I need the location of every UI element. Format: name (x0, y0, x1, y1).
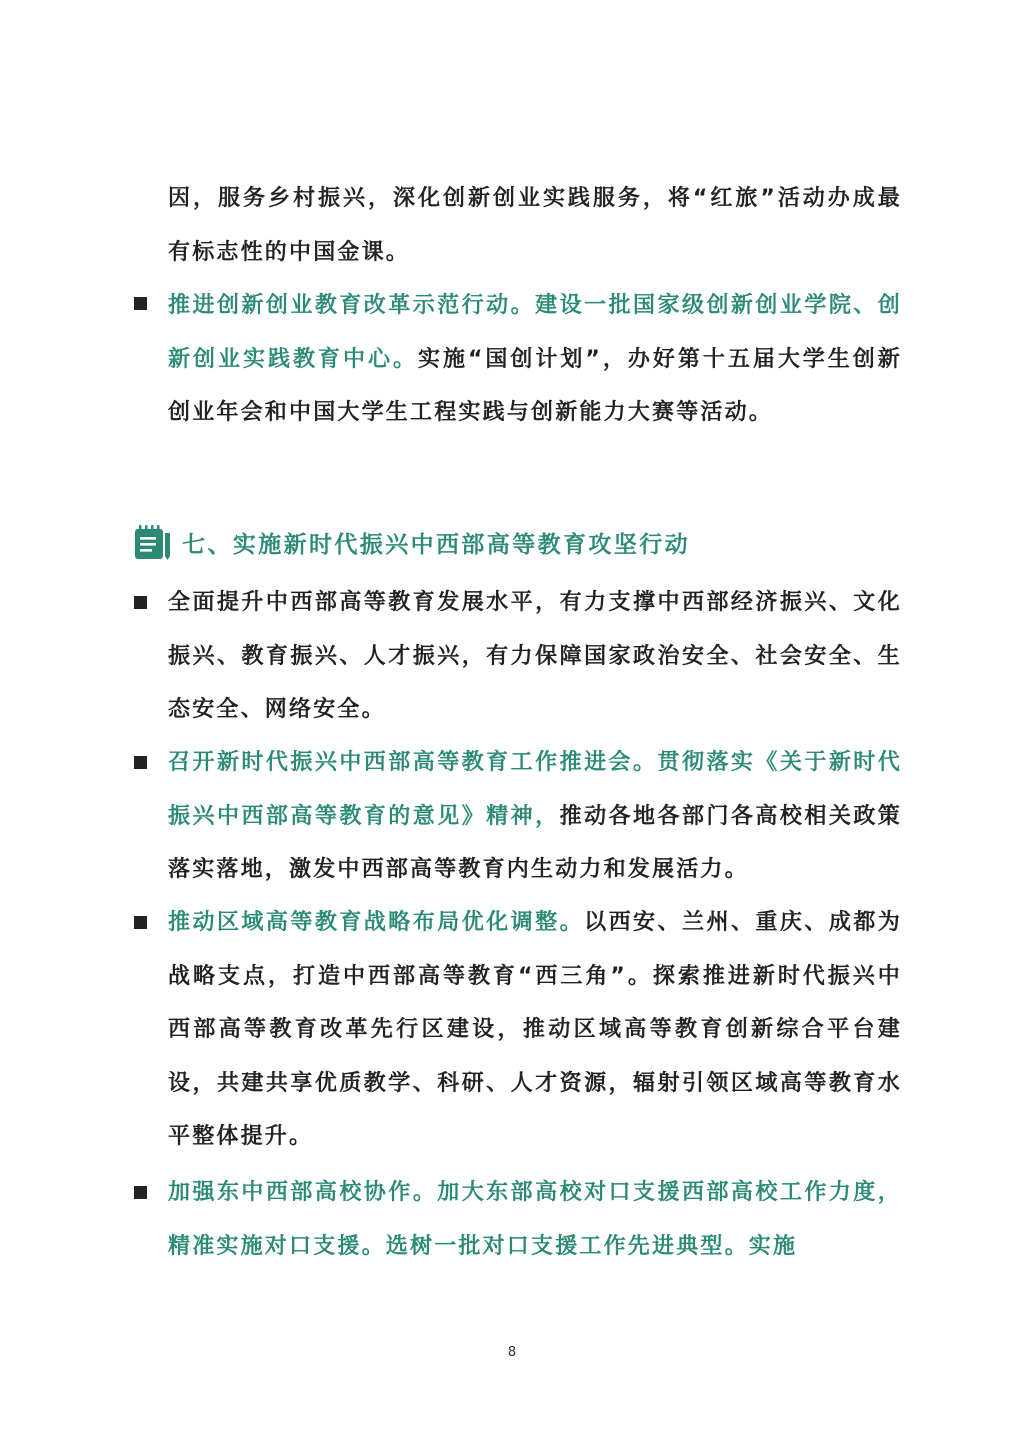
list-item (168, 896, 902, 1164)
section-title: 七、实施新时代振兴中西部高等教育攻坚行动 (182, 531, 690, 558)
list-item (168, 576, 902, 737)
bullet-body: 推动各地各部门各高校相关政策落实落地，激发中西部高等教育内生动力和发展活力。 (168, 803, 902, 882)
bullet-marker (134, 297, 147, 310)
bullet-marker (134, 756, 147, 769)
bullet-lead: 推动区域高等教育战略布局优化调整。 (168, 910, 585, 935)
bullet-body: 以西安、兰州、重庆、成都为战略支点，打造中西部高等教育“西三角”。探索推进新时代振兴中西部高等教育改革先行区建设，推动区域高等教育创新综合平台建设，共建共享优质教学、科研、人才资源，辐射引领区域高等教育水平整体提升。 (168, 910, 902, 1149)
bullet-marker (134, 1186, 147, 1199)
list-item (168, 736, 902, 897)
bullet-lead: 召开新时代振兴中西部高等教育工作推进会。贯彻落实《关于新时代振兴中西部高等教育的意见》精神， (168, 750, 902, 829)
document-list-icon (134, 523, 172, 561)
continuation-text: 因，服务乡村振兴，深化创新创业实践服务，将“红旅”活动办成最有标志性的中国金课。 (168, 186, 902, 265)
bullet-marker (134, 596, 147, 609)
bullet-lead: 加强东中西部高校协作。加大东部高校对口支援西部高校工作力度，精准实施对口支援。选树一批对口支援工作先进典型。实施 (168, 1180, 902, 1259)
continuation-paragraph (168, 172, 902, 279)
bullet-lead: 推进创新创业教育改革示范行动。建设一批国家级创新创业学院、创新创业实践教育中心。 (168, 293, 902, 372)
bullet-marker (134, 916, 147, 929)
section-heading (134, 522, 690, 562)
page-number: 8 (507, 1345, 517, 1360)
bullet-body: 全面提升中西部高等教育发展水平，有力支撑中西部经济振兴、文化振兴、教育振兴、人才振兴，有力保障国家政治安全、社会安全、生态安全、网络安全。 (168, 590, 902, 722)
list-item (168, 1166, 902, 1273)
bullet-body: 实施“国创计划”，办好第十五届大学生创新创业年会和中国大学生工程实践与创新能力大赛等活动。 (168, 346, 902, 425)
list-item (168, 279, 902, 440)
